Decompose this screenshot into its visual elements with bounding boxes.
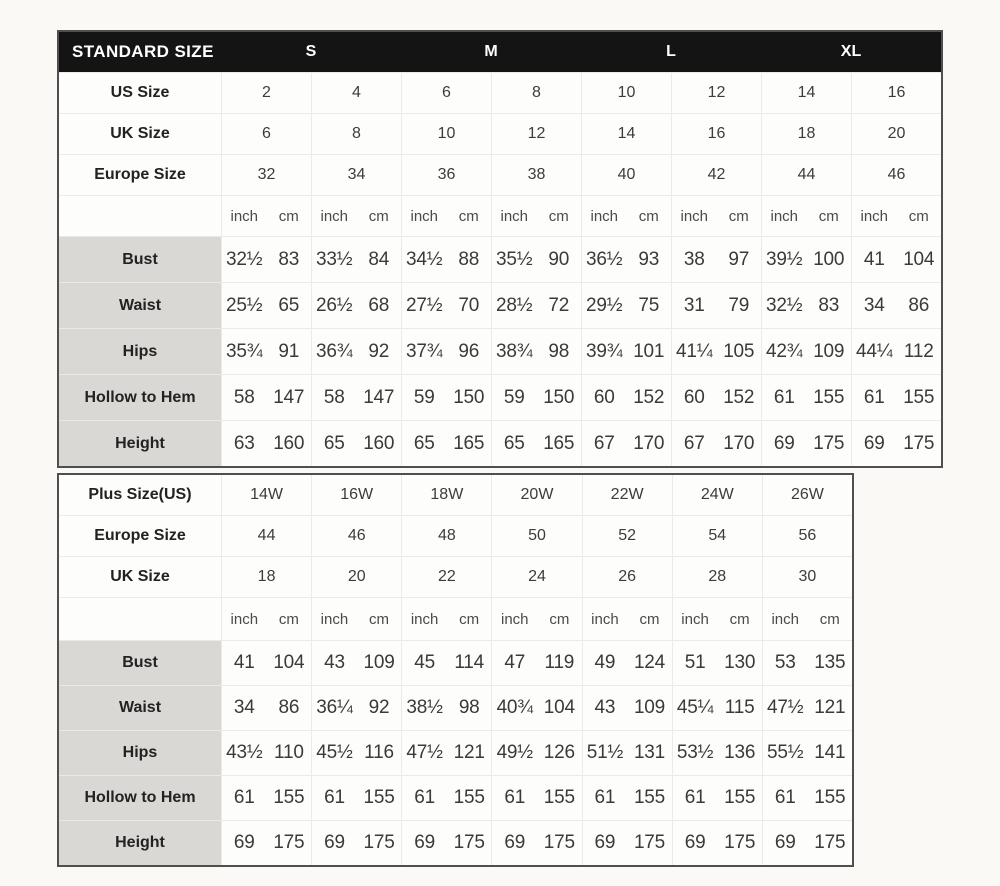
unit-label: inch [582,598,628,640]
size-value: 30 [762,557,852,597]
inch-value: 55½ [762,731,808,775]
size-value: 12 [491,114,581,154]
cm-value: 98 [458,697,480,718]
standard-size-table [57,30,943,468]
unit-label: cm [368,207,389,225]
size-value: 36 [401,155,491,195]
cm-value: 121 [814,697,846,718]
plus-size-table [57,473,854,867]
cm-value: 175 [453,832,485,853]
cm-value: 101 [633,340,665,362]
cm-value: 110 [274,742,304,763]
inch-value: 61 [762,776,808,820]
inch-value: 36½ [581,237,627,282]
row-label: US Size [110,84,170,101]
inch-value: 58 [311,375,357,420]
inch-value: 61 [221,776,267,820]
inch-value: 32½ [761,283,807,328]
inch-value: 41 [221,641,267,685]
cm-value: 160 [363,432,395,454]
cm-value: 86 [278,697,300,718]
table-row [59,328,941,374]
size-value: 14 [581,114,671,154]
unit-label: cm [639,610,660,628]
cm-value: 155 [273,787,305,808]
inch-value: 58 [221,375,267,420]
table-row [59,475,852,515]
size-value: 18 [221,557,311,597]
unit-blank-cell [59,598,221,640]
cm-value: 114 [454,652,485,673]
cm-value: 109 [813,340,845,362]
inch-value: 43½ [221,731,267,775]
unit-label: cm [458,207,479,225]
unit-label: cm [459,610,480,628]
inch-value: 40¾ [491,686,537,730]
cm-value: 165 [543,432,575,454]
cm-value: 116 [364,742,394,763]
size-value: 6 [401,73,491,113]
size-value: 18W [401,475,491,515]
inch-value: 69 [582,821,628,865]
cm-value: 152 [633,386,665,408]
cm-value: 160 [273,432,305,454]
unit-label: cm [819,610,840,628]
cm-value: 84 [368,248,390,270]
table-row [59,730,852,775]
unit-label: cm [549,610,570,628]
cm-value: 83 [818,294,840,316]
unit-label: cm [729,610,750,628]
table-row [59,556,852,597]
unit-label: inch [401,598,447,640]
inch-value: 45¼ [672,686,718,730]
cm-value: 175 [363,832,395,853]
table-row [59,420,941,466]
table-row [59,597,852,640]
inch-value: 69 [401,821,447,865]
inch-value: 34 [851,283,897,328]
cm-value: 175 [724,832,756,853]
size-value: 6 [221,114,311,154]
cm-value: 90 [548,248,570,270]
inch-value: 43 [311,641,357,685]
size-value: 54 [672,516,762,556]
inch-value: 43 [582,686,628,730]
cm-value: 170 [723,432,755,454]
size-value: 16W [311,475,401,515]
unit-label: cm [638,207,659,225]
cm-value: 175 [903,432,935,454]
cm-value: 170 [633,432,665,454]
size-value: 24W [672,475,762,515]
size-value: 22 [401,557,491,597]
size-value: 34 [311,155,401,195]
inch-value: 36¾ [311,329,357,374]
cm-value: 155 [543,787,575,808]
inch-value: 61 [582,776,628,820]
cm-value: 75 [638,294,660,316]
size-value: 46 [851,155,941,195]
unit-label: inch [851,196,897,236]
cm-value: 165 [453,432,485,454]
unit-label: inch [311,196,357,236]
size-letter: S [305,43,317,60]
measure-label: Hollow to Hem [59,776,221,820]
size-value: 42 [671,155,761,195]
cm-value: 104 [543,697,575,718]
size-value: 52 [582,516,672,556]
cm-value: 150 [453,386,485,408]
size-value: 12 [671,73,761,113]
cm-value: 65 [278,294,300,316]
inch-value: 69 [311,821,357,865]
table-row [59,374,941,420]
size-value: 46 [311,516,401,556]
size-value: 16 [671,114,761,154]
measure-label: Bust [59,237,221,282]
inch-value: 61 [672,776,718,820]
inch-value: 49 [582,641,628,685]
inch-value: 41 [851,237,897,282]
inch-value: 65 [401,421,447,466]
row-label: Europe Size [94,166,186,183]
cm-value: 155 [363,787,395,808]
measure-label: Bust [59,641,221,685]
cm-value: 119 [544,652,575,673]
size-value: 10 [581,73,671,113]
inch-value: 47½ [401,731,447,775]
unit-label: inch [671,196,717,236]
cm-value: 155 [453,787,485,808]
inch-value: 60 [671,375,717,420]
cm-value: 175 [633,832,666,853]
cm-value: 112 [903,340,934,362]
inch-value: 61 [761,375,807,420]
inch-value: 47½ [762,686,808,730]
cm-value: 79 [728,294,750,316]
inch-value: 65 [491,421,537,466]
cm-value: 91 [278,340,300,362]
measure-label: Hips [59,731,221,775]
cm-value: 141 [814,742,846,763]
table-row [59,195,941,236]
cm-value: 96 [458,340,480,362]
size-value: 56 [762,516,852,556]
cm-value: 124 [633,652,666,673]
measure-label: Height [59,821,221,865]
cm-value: 126 [543,742,575,763]
inch-value: 61 [401,776,447,820]
inch-value: 69 [851,421,897,466]
cm-value: 136 [724,742,756,763]
inch-value: 39½ [761,237,807,282]
table-row [59,515,852,556]
cm-value: 105 [723,340,755,362]
unit-label: cm [278,610,299,628]
inch-value: 69 [221,821,267,865]
table-row [59,282,941,328]
size-value: 26W [762,475,852,515]
size-value: 8 [311,114,401,154]
unit-label: inch [491,196,537,236]
inch-value: 69 [762,821,808,865]
inch-value: 36¼ [311,686,357,730]
cm-value: 115 [724,697,755,718]
measure-label: Hollow to Hem [59,375,221,420]
inch-value: 38½ [401,686,447,730]
size-value: 48 [401,516,491,556]
size-value: 2 [221,73,311,113]
size-value: 22W [582,475,672,515]
inch-value: 47 [491,641,537,685]
cm-value: 175 [273,832,305,853]
size-value: 24 [491,557,581,597]
size-value: 28 [672,557,762,597]
inch-value: 60 [581,375,627,420]
cm-value: 92 [368,697,390,718]
inch-value: 33½ [311,237,357,282]
inch-value: 45 [401,641,447,685]
unit-label: cm [728,207,749,225]
table-row [59,820,852,865]
size-value: 8 [491,73,581,113]
unit-label: inch [672,598,718,640]
inch-value: 69 [672,821,718,865]
inch-value: 28½ [491,283,537,328]
unit-label: inch [762,598,808,640]
cm-value: 130 [724,652,756,673]
cm-value: 104 [273,652,305,673]
size-value: 20 [851,114,941,154]
inch-value: 49½ [491,731,537,775]
size-value: 10 [401,114,491,154]
inch-value: 27½ [401,283,447,328]
inch-value: 38¾ [491,329,537,374]
inch-value: 25½ [221,283,267,328]
cm-value: 68 [368,294,390,316]
inch-value: 42¾ [761,329,807,374]
size-value: 18 [761,114,851,154]
cm-value: 175 [543,832,575,853]
unit-label: cm [908,207,929,225]
cm-value: 72 [548,294,570,316]
row-label: Europe Size [94,527,186,544]
cm-value: 88 [458,248,480,270]
row-label: UK Size [110,125,170,142]
unit-label: cm [818,207,839,225]
cm-value: 155 [633,787,666,808]
cm-value: 121 [453,742,485,763]
inch-value: 32½ [221,237,267,282]
cm-value: 109 [633,697,666,718]
size-value: 40 [581,155,671,195]
row-label: UK Size [110,568,170,585]
inch-value: 34½ [401,237,447,282]
unit-label: inch [221,598,267,640]
unit-label: cm [369,610,390,628]
table-row [59,154,941,195]
cm-value: 155 [724,787,756,808]
cm-value: 86 [908,294,930,316]
inch-value: 61 [491,776,537,820]
size-value: 50 [491,516,581,556]
cm-value: 147 [273,386,305,408]
table-row [59,113,941,154]
size-value: 16 [851,73,941,113]
inch-value: 63 [221,421,267,466]
measure-label: Waist [59,283,221,328]
table-row [59,32,941,72]
inch-value: 69 [761,421,807,466]
inch-value: 53 [762,641,808,685]
unit-label: inch [581,196,627,236]
inch-value: 26½ [311,283,357,328]
inch-value: 38 [671,237,717,282]
size-value: 32 [221,155,311,195]
size-value: 20W [491,475,581,515]
measure-label: Waist [59,686,221,730]
unit-label: inch [761,196,807,236]
inch-value: 37¾ [401,329,447,374]
inch-value: 59 [491,375,537,420]
cm-value: 147 [363,386,395,408]
table-row [59,685,852,730]
cm-value: 97 [728,248,750,270]
cm-value: 100 [813,248,845,270]
size-value: 20 [311,557,401,597]
unit-label: inch [221,196,267,236]
inch-value: 65 [311,421,357,466]
inch-value: 31 [671,283,717,328]
cm-value: 98 [548,340,570,362]
table-row [59,640,852,685]
cm-value: 70 [458,294,480,316]
inch-value: 61 [851,375,897,420]
inch-value: 35½ [491,237,537,282]
table-row [59,72,941,113]
inch-value: 69 [491,821,537,865]
unit-label: cm [548,207,569,225]
unit-label: inch [311,598,357,640]
measure-label: Height [59,421,221,466]
size-letter: L [666,43,676,60]
size-value: 44 [221,516,311,556]
size-letter: M [484,43,498,60]
cm-value: 175 [814,832,846,853]
size-value: 14 [761,73,851,113]
inch-value: 67 [671,421,717,466]
measure-label: Hips [59,329,221,374]
size-value: 38 [491,155,581,195]
size-value: 44 [761,155,851,195]
cm-value: 152 [723,386,755,408]
cm-value: 175 [813,432,845,454]
cm-value: 135 [814,652,846,673]
inch-value: 45½ [311,731,357,775]
inch-value: 51 [672,641,718,685]
cm-value: 109 [363,652,395,673]
cm-value: 83 [278,248,300,270]
size-value: 26 [582,557,672,597]
unit-label: inch [401,196,447,236]
cm-value: 155 [903,386,935,408]
cm-value: 155 [814,787,846,808]
inch-value: 51½ [582,731,628,775]
cm-value: 92 [368,340,390,362]
inch-value: 39¾ [581,329,627,374]
unit-blank-cell [59,196,221,236]
cm-value: 104 [903,248,935,270]
inch-value: 35¾ [221,329,267,374]
inch-value: 59 [401,375,447,420]
inch-value: 53½ [672,731,718,775]
inch-value: 34 [221,686,267,730]
row-label: Plus Size(US) [88,486,192,503]
table-row [59,236,941,282]
cm-value: 150 [543,386,575,408]
unit-label: cm [278,207,299,225]
inch-value: 67 [581,421,627,466]
size-value: 14W [221,475,311,515]
table-row [59,775,852,820]
table-title: STANDARD SIZE [72,42,214,61]
unit-label: inch [491,598,537,640]
inch-value: 44¼ [851,329,897,374]
inch-value: 41¼ [671,329,717,374]
cm-value: 93 [638,248,660,270]
inch-value: 61 [311,776,357,820]
size-letter: XL [840,43,862,60]
cm-value: 155 [813,386,845,408]
size-value: 4 [311,73,401,113]
inch-value: 29½ [581,283,627,328]
cm-value: 131 [633,742,666,763]
